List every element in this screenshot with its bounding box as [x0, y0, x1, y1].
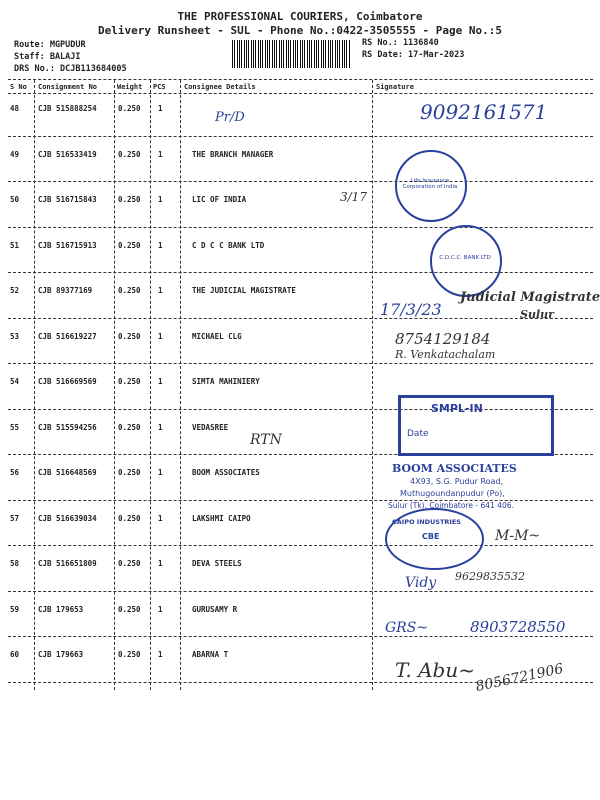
- row-separator: [8, 363, 593, 364]
- row-consignment-no: CJB 516715913: [38, 241, 97, 250]
- row-pcs: 1: [158, 286, 163, 295]
- handwritten-initials: Pr/D: [215, 110, 245, 125]
- judicial-stamp: Judicial Magistrate: [460, 290, 600, 305]
- col-consignee: Consignee Details: [184, 83, 256, 91]
- row-sno: 59: [10, 605, 20, 614]
- row-consignee: THE JUDICIAL MAGISTRATE: [192, 286, 296, 295]
- rs-no-label: RS No.: 1136840: [362, 38, 439, 48]
- row-consignee: DEVA STEELS: [192, 559, 242, 568]
- row-consignee: THE BRANCH MANAGER: [192, 150, 274, 159]
- handwritten-rtn: RTN: [250, 432, 282, 448]
- row-pcs: 1: [158, 377, 163, 386]
- row-separator: [8, 227, 593, 228]
- runsheet-title: THE PROFESSIONAL COURIERS, Coimbatore: [177, 10, 423, 23]
- handwritten-sig-57: M-M~: [495, 528, 541, 544]
- row-consignee: SIMTA MAHINIERY: [192, 377, 260, 386]
- smpl-stamp-label: SMPL-IN: [431, 402, 483, 415]
- handwritten-phone: 9092161571: [420, 100, 548, 124]
- row-weight: 0.250: [118, 468, 141, 477]
- row-sno: 50: [10, 195, 20, 204]
- row-consignment-no: CJB 179653: [38, 605, 84, 614]
- row-weight: 0.250: [118, 514, 141, 523]
- row-consignment-no: CJB 516669569: [38, 377, 97, 386]
- row-pcs: 1: [158, 650, 163, 659]
- row-consignee: BOOM ASSOCIATES: [192, 468, 260, 477]
- row-consignee: ABARNA T: [192, 650, 229, 659]
- row-consignment-no: CJB 516651809: [38, 559, 97, 568]
- rs-date-label: RS Date: 17-Mar-2023: [362, 50, 465, 60]
- row-sno: 52: [10, 286, 20, 295]
- handwritten-sig-58: Vidy: [405, 575, 437, 591]
- col-consignment: Consignment No: [38, 83, 98, 91]
- row-consignment-no: CJB 516639034: [38, 514, 97, 523]
- col-signature: Signature: [376, 83, 414, 91]
- row-consignee: GURUSAMY R: [192, 605, 238, 614]
- handwritten-phone-60: 8056721906: [474, 660, 565, 696]
- handwritten-sig-59: GRS~: [385, 620, 429, 636]
- row-separator: [8, 636, 593, 637]
- row-separator: [8, 318, 593, 319]
- row-consignment-no: CJB 516715843: [38, 195, 97, 204]
- row-pcs: 1: [158, 605, 163, 614]
- row-weight: 0.250: [118, 377, 141, 386]
- row-weight: 0.250: [118, 559, 141, 568]
- row-weight: 0.250: [118, 241, 141, 250]
- header-top-line: [8, 79, 593, 80]
- bank-round-stamp: [430, 225, 502, 297]
- row-consignment-no: CJB 516533419: [38, 150, 97, 159]
- row-sno: 49: [10, 150, 20, 159]
- row-sno: 60: [10, 650, 20, 659]
- handwritten-sig-60: T. Abu~: [395, 658, 475, 682]
- row-pcs: 1: [158, 104, 163, 113]
- row-consignment-no: CJB 515594256: [38, 423, 97, 432]
- row-weight: 0.250: [118, 195, 141, 204]
- row-separator: [8, 181, 593, 182]
- row-sno: 51: [10, 241, 20, 250]
- row-separator: [8, 272, 593, 273]
- row-weight: 0.250: [118, 104, 141, 113]
- row-consignee: LIC OF INDIA: [192, 195, 247, 204]
- handwritten-phone-53: 8754129184: [395, 330, 491, 348]
- row-separator: [8, 591, 593, 592]
- row-pcs: 1: [158, 514, 163, 523]
- row-consignment-no: CJB 516619227: [38, 332, 97, 341]
- col-divider: [34, 80, 35, 690]
- boom-stamp-addr2: Muthugoundanpudur (Po),: [400, 489, 505, 498]
- smpl-stamp: [398, 395, 554, 456]
- row-pcs: 1: [158, 423, 163, 432]
- smpl-stamp-date: Date: [407, 429, 429, 439]
- boom-stamp-name: BOOM ASSOCIATES: [392, 462, 517, 475]
- row-weight: 0.250: [118, 332, 141, 341]
- row-pcs: 1: [158, 332, 163, 341]
- staff-label: Staff: BALAJI: [14, 52, 81, 62]
- row-sno: 57: [10, 514, 20, 523]
- handwritten-date-52: 17/3/23: [380, 300, 442, 319]
- col-divider: [150, 80, 151, 690]
- row-sno: 54: [10, 377, 20, 386]
- row-pcs: 1: [158, 150, 163, 159]
- row-pcs: 1: [158, 559, 163, 568]
- handwritten-name-53: R. Venkatachalam: [395, 348, 496, 361]
- caipo-stamp-text: CAIPO INDUSTRIES: [392, 518, 461, 526]
- handwritten-phone-58: 9629835532: [455, 570, 525, 583]
- row-sno: 56: [10, 468, 20, 477]
- row-sno: 48: [10, 104, 20, 113]
- row-pcs: 1: [158, 195, 163, 204]
- boom-stamp-addr3: Sulur (Tk), Coimbatore - 641 406.: [388, 501, 514, 510]
- row-sno: 55: [10, 423, 20, 432]
- drs-label: DRS No.: DCJB113684005: [14, 64, 127, 74]
- row-separator: [8, 545, 593, 546]
- row-weight: 0.250: [118, 150, 141, 159]
- judicial-stamp-place: Sulur: [520, 308, 554, 321]
- row-consignee: VEDASREE: [192, 423, 229, 432]
- row-separator: [8, 136, 593, 137]
- lic-stamp-text: Life Insurance Corporation of India: [402, 178, 458, 190]
- row-consignee: C D C C BANK LTD: [192, 241, 265, 250]
- row-consignment-no: CJB 515888254: [38, 104, 97, 113]
- row-pcs: 1: [158, 241, 163, 250]
- boom-stamp-addr1: 4X93, S.G. Pudur Road,: [410, 477, 504, 486]
- col-divider: [180, 80, 181, 690]
- row-consignment-no: CJB 89377169: [38, 286, 93, 295]
- row-consignment-no: CJB 179663: [38, 650, 84, 659]
- row-sno: 53: [10, 332, 20, 341]
- bank-stamp-text: C.D.C.C. BANK LTD: [439, 255, 491, 261]
- col-sno: S No: [10, 83, 27, 91]
- row-weight: 0.250: [118, 605, 141, 614]
- row-consignee: LAKSHMI CAIPO: [192, 514, 251, 523]
- row-sno: 58: [10, 559, 20, 568]
- row-weight: 0.250: [118, 650, 141, 659]
- barcode: [232, 40, 350, 68]
- runsheet-subtitle: Delivery Runsheet - SUL - Phone No.:0422-3505555 - Page No.:5: [98, 24, 502, 37]
- row-pcs: 1: [158, 468, 163, 477]
- route-label: Route: MGPUDUR: [14, 40, 86, 50]
- caipo-stamp-cbe: CBE: [422, 532, 440, 541]
- handwritten-date: 3/17: [340, 190, 367, 204]
- row-consignee: MICHAEL CLG: [192, 332, 242, 341]
- col-weight: Weight: [117, 83, 143, 91]
- row-consignment-no: CJB 516648569: [38, 468, 97, 477]
- header-bottom-line: [8, 93, 593, 94]
- col-pcs: PCS: [153, 83, 166, 91]
- col-divider: [114, 80, 115, 690]
- row-weight: 0.250: [118, 286, 141, 295]
- handwritten-phone-59: 8903728550: [470, 618, 566, 636]
- row-weight: 0.250: [118, 423, 141, 432]
- col-divider: [372, 80, 373, 690]
